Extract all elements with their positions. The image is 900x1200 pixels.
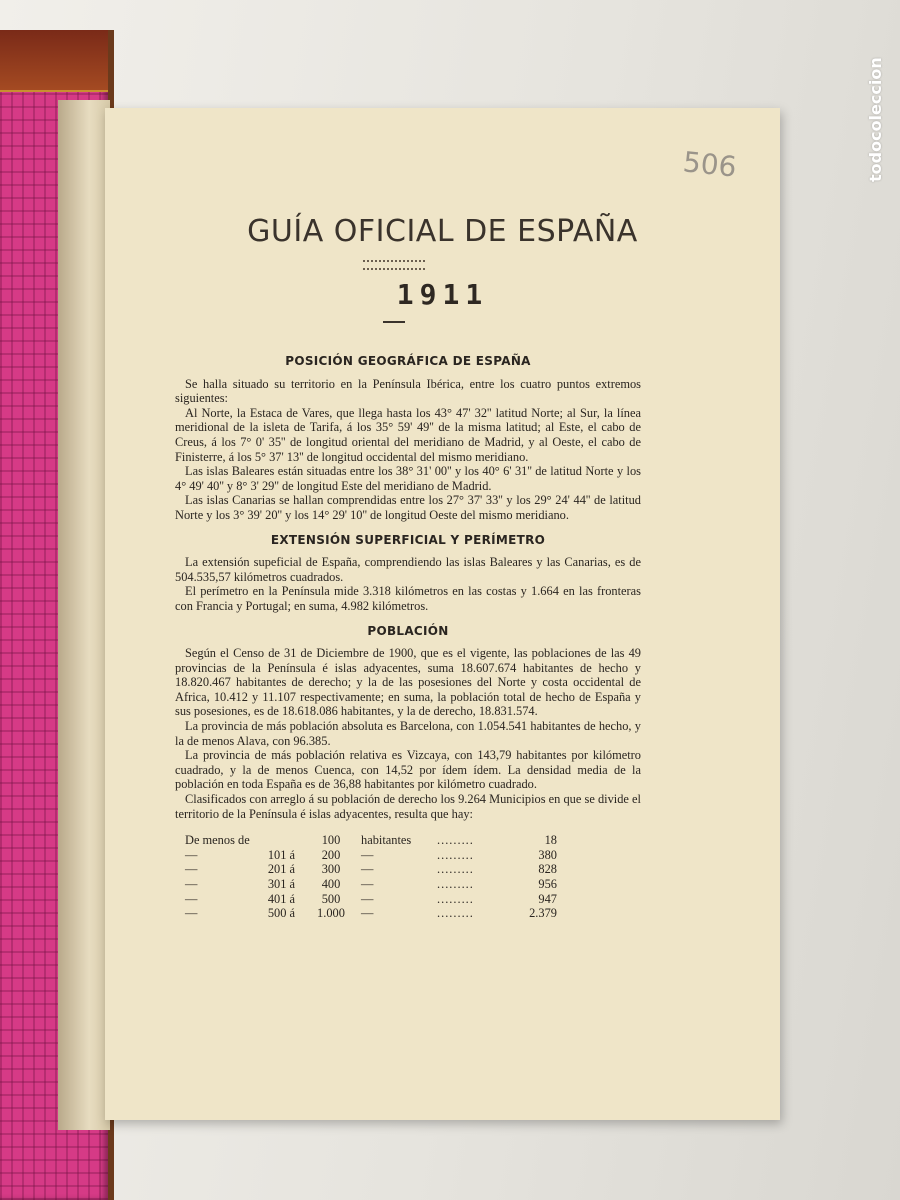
table-cell: 500	[321, 891, 341, 906]
table-cell: 500 á	[267, 906, 295, 921]
table-row	[185, 848, 557, 863]
table-cell: .........	[437, 847, 474, 862]
table-cell: —	[361, 847, 374, 862]
table-cell: .........	[437, 862, 474, 877]
table-cell: —	[361, 877, 374, 891]
paragraph: La provincia de más población relativa es Vizcaya, con 143,79 habitantes por kilómetro cuadrado, y la de menos Cuenca, con 14,52 por ídem ídem. La densidad media de la población en toda España es de 36,88 habitantes por kilómetro cuadrado.	[175, 748, 641, 792]
page-title: GUÍA OFICIAL DE ESPAÑA	[247, 214, 638, 249]
table-cell: 101 á	[267, 847, 295, 862]
table-cell: De menos de	[185, 833, 250, 848]
table-cell: 380	[538, 847, 557, 862]
table-row	[185, 877, 557, 892]
book-cover-edge	[0, 30, 108, 92]
table-cell: .........	[437, 877, 474, 891]
paragraph: Las islas Canarias se hallan comprendidas entre los 27° 37' 33'' y los 29° 24' 44'' de latitud Norte y los 3° 39' 20'' y los 14° 29' 10'' de longitud Oeste del mismo meridiano.	[175, 493, 641, 522]
table-cell: 1.000	[317, 906, 345, 921]
year-heading: 1911	[396, 278, 489, 311]
table-cell: 947	[538, 891, 557, 906]
paragraph: Según el Censo de 31 de Diciembre de 1900, que es el vigente, las poblaciones de las 49 provincias de la Península é islas adyacentes, suma 18.607.674 habitantes de hecho y 18.820.467 habitantes de derecho; y la de las posesiones del Norte y costa occidental de Africa, 10.412 y 11.107 respectivamente; en suma, la población total de hecho de España y sus posesiones, es de 18.618.086 habitantes, y la de derecho, 18.831.574.	[175, 646, 641, 719]
paragraph: Se halla situado su territorio en la Península Ibérica, entre los cuatro puntos extremos siguientes:	[175, 376, 641, 406]
table-cell: 100	[321, 833, 341, 848]
table-cell: 400	[321, 877, 341, 891]
table-row	[185, 862, 557, 877]
table-cell	[253, 833, 301, 848]
municipality-table	[185, 833, 557, 921]
table-cell: 200	[321, 847, 341, 862]
section-heading-population: POBLACIÓN	[367, 623, 449, 638]
watermark-text: todocoleccion	[866, 57, 885, 182]
table-cell: .........	[437, 906, 474, 921]
table-cell: .........	[437, 891, 474, 906]
table-cell: 401 á	[267, 891, 295, 906]
table-cell: 201 á	[267, 862, 295, 877]
title-ornament	[363, 260, 425, 270]
body-text	[175, 344, 641, 921]
table-cell: 828	[538, 862, 557, 877]
table-cell: —	[185, 906, 198, 921]
watermark	[866, 12, 892, 182]
paragraph: Al Norte, la Estaca de Vares, que llega hasta los 43° 47' 32'' latitud Norte; al Sur, la línea meridional de la isleta de Tarifa, á los 35° 59' 49'' de la misma latitud; al Este, el cabo de Creus, á los 7° 0' 35'' de longitud oriental del meridiano de Madrid, y al Oeste, el cabo de Finisterre, á los 5° 37' 13'' de longitud occidental del mismo meridiano.	[175, 405, 641, 464]
table-cell: —	[185, 891, 198, 906]
table-cell: 18	[544, 833, 557, 848]
table-cell: —	[185, 877, 198, 891]
table-cell: —	[361, 891, 374, 906]
table-cell: 300	[321, 862, 341, 877]
paragraph: Las islas Baleares están situadas entre los 38° 31' 00'' y los 40° 6' 31'' de latitud Norte y los 4° 49' 40'' y 8° 3' 29'' de longitud Este del meridiano de Madrid.	[175, 464, 641, 493]
pencil-note: 506	[680, 145, 738, 184]
table-row	[185, 906, 557, 921]
table-cell: 956	[538, 877, 557, 891]
table-cell: 301 á	[267, 877, 295, 891]
table-cell: 2.379	[529, 906, 557, 921]
table-cell: —	[361, 906, 374, 921]
page-gutter	[58, 100, 110, 1130]
book-page	[105, 108, 780, 1120]
table-row	[185, 892, 557, 907]
paragraph: El perímetro en la Península mide 3.318 kilómetros en las costas y 1.664 en las fronteras con Francia y Portugal; en suma, 4.982 kilómetros.	[175, 584, 641, 613]
paragraph: Clasificados con arreglo á su población de derecho los 9.264 Municipios en que se divide el territorio de la Península é islas adyacentes, resulta que hay:	[175, 792, 641, 821]
table-cell: habitantes	[361, 833, 412, 848]
year-rule	[383, 321, 405, 323]
section-heading-extension: EXTENSIÓN SUPERFICIAL Y PERÍMETRO	[270, 532, 546, 547]
table-row	[185, 833, 557, 848]
section-heading-position: POSICIÓN GEOGRÁFICA DE ESPAÑA	[285, 354, 531, 368]
paragraph: La provincia de más población absoluta es Barcelona, con 1.054.541 habitantes de hecho, y la de menos Alava, con 96.385.	[175, 719, 641, 748]
table-cell: —	[185, 847, 198, 862]
table-cell: —	[361, 862, 374, 877]
paragraph: La extensión supeficial de España, comprendiendo las islas Baleares y las Canarias, es de 504.535,57 kilómetros cuadrados.	[175, 555, 641, 584]
table-cell: .........	[437, 833, 474, 848]
table-cell: —	[185, 862, 198, 877]
